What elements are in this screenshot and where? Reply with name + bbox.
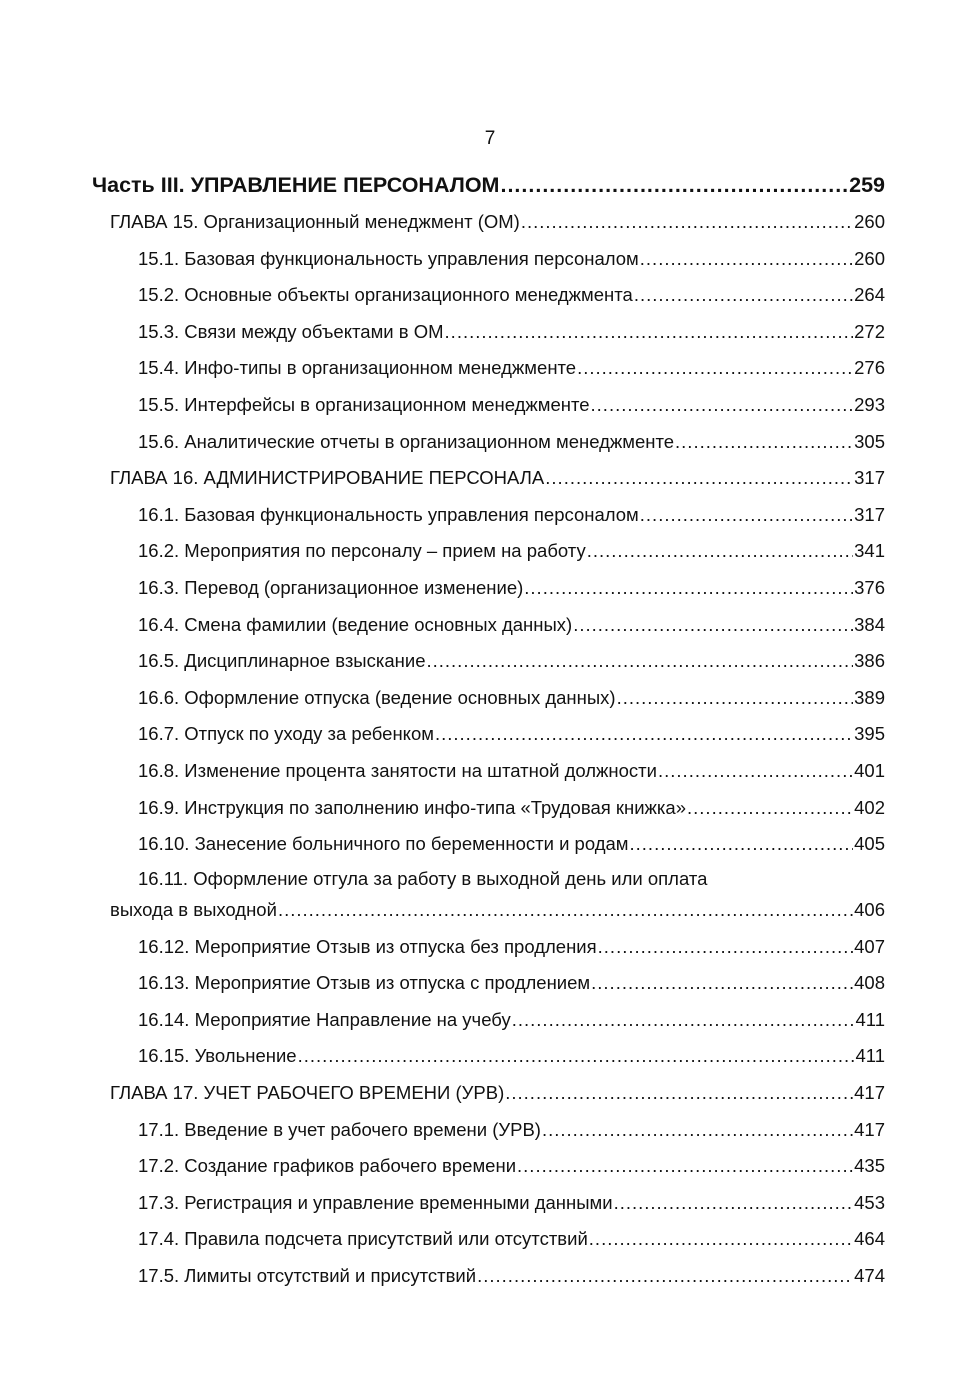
dot-leader bbox=[658, 753, 853, 790]
dot-leader bbox=[545, 460, 853, 497]
toc-section[interactable] bbox=[0, 753, 980, 790]
toc-section[interactable] bbox=[0, 277, 980, 314]
toc-section[interactable] bbox=[0, 533, 980, 570]
toc-section[interactable] bbox=[0, 1258, 980, 1295]
dot-leader bbox=[598, 929, 853, 966]
toc-section-wrapped[interactable] bbox=[0, 863, 980, 929]
toc-entry-page: 317 bbox=[854, 503, 885, 525]
toc-entry-page: 417 bbox=[854, 1082, 885, 1104]
dot-leader bbox=[445, 314, 854, 351]
toc-entry-page: 464 bbox=[854, 1228, 885, 1250]
toc-entry-title: 16.12. Мероприятие Отзыв из отпуска без продления bbox=[138, 935, 597, 957]
dot-leader bbox=[435, 716, 853, 753]
dot-leader bbox=[591, 387, 854, 424]
toc-entry-page: 376 bbox=[854, 576, 885, 598]
toc-entry-title: 17.4. Правила подсчета присутствий или отсутствий bbox=[138, 1228, 588, 1250]
toc-entry-title: Часть III. УПРАВЛЕНИЕ ПЕРСОНАЛОМ bbox=[92, 173, 500, 197]
toc-entry-title: 15.4. Инфо-типы в организационном менеджменте bbox=[138, 357, 577, 379]
toc-section[interactable] bbox=[0, 790, 980, 827]
toc-entry-title: 15.3. Связи между объектами в ОМ bbox=[138, 320, 444, 342]
dot-leader bbox=[640, 241, 853, 278]
toc-entry-page: 408 bbox=[854, 972, 885, 994]
toc-entry-page: 411 bbox=[855, 1045, 885, 1067]
toc-entry-page: 305 bbox=[854, 430, 885, 452]
toc-entry-title: 16.2. Мероприятия по персоналу – прием на работу bbox=[138, 540, 586, 562]
toc-entry-title: 17.5. Лимиты отсутствий и присутствий bbox=[138, 1265, 477, 1287]
toc-entry-title: ГЛАВА 16. АДМИНИСТРИРОВАНИЕ ПЕРСОНАЛА bbox=[110, 467, 545, 489]
toc-entry-title: 16.4. Смена фамилии (ведение основных данных) bbox=[138, 613, 573, 635]
dot-leader bbox=[587, 533, 853, 570]
toc-entry-page: 453 bbox=[854, 1191, 885, 1213]
dot-leader bbox=[517, 1148, 853, 1185]
toc-section[interactable] bbox=[0, 314, 980, 351]
toc-section[interactable] bbox=[0, 350, 980, 387]
dot-leader bbox=[589, 1221, 853, 1258]
toc-entry-title: 16.10. Занесение больничного по беременности и родам bbox=[138, 833, 629, 855]
toc-entry-title: 16.5. Дисциплинарное взыскание bbox=[138, 650, 426, 672]
dot-leader bbox=[542, 1112, 853, 1149]
toc-entry-page: 341 bbox=[854, 540, 885, 562]
toc-entry-title: 16.13. Мероприятие Отзыв из отпуска с продлением bbox=[138, 972, 591, 994]
toc-entry-page: 417 bbox=[854, 1118, 885, 1140]
toc-entry-title: 16.6. Оформление отпуска (ведение основных данных) bbox=[138, 686, 616, 708]
page-number: 7 bbox=[484, 128, 496, 149]
toc-entry-title: 16.3. Перевод (организационное изменение) bbox=[138, 576, 524, 598]
toc-section[interactable] bbox=[0, 1221, 980, 1258]
dot-leader bbox=[512, 1002, 855, 1039]
toc-entry-page: 401 bbox=[854, 759, 885, 781]
toc-entry-title: 15.6. Аналитические отчеты в организационном менеджменте bbox=[138, 430, 675, 452]
toc-entry-title: 16.15. Увольнение bbox=[138, 1045, 297, 1067]
toc-section[interactable] bbox=[0, 387, 980, 424]
toc-entry-title: 15.5. Интерфейсы в организационном менеджменте bbox=[138, 393, 590, 415]
dot-leader bbox=[617, 680, 854, 717]
dot-leader bbox=[298, 1038, 855, 1075]
toc-entry-page: 395 bbox=[854, 723, 885, 745]
toc-entry-page: 402 bbox=[854, 796, 885, 818]
dot-leader bbox=[505, 1075, 853, 1112]
toc-entry-title: 16.1. Базовая функциональность управления персоналом bbox=[138, 503, 639, 525]
toc-entry-title: 17.1. Введение в учет рабочего времени (УРВ) bbox=[138, 1118, 541, 1140]
toc-section[interactable] bbox=[0, 643, 980, 680]
toc-entry-page: 474 bbox=[854, 1265, 885, 1287]
dot-leader bbox=[634, 277, 853, 314]
toc-entry-page: 384 bbox=[854, 613, 885, 635]
toc-entry-page: 264 bbox=[854, 284, 885, 306]
toc-entry-page: 259 bbox=[849, 173, 885, 197]
toc-entry-title: 16.7. Отпуск по уходу за ребенком bbox=[138, 723, 434, 745]
toc-entry-page: 405 bbox=[854, 833, 885, 855]
toc-entry-title: 15.2. Основные объекты организационного менеджмента bbox=[138, 284, 633, 306]
toc-entry-page: 276 bbox=[854, 357, 885, 379]
dot-leader bbox=[591, 965, 853, 1002]
dot-leader bbox=[614, 1185, 854, 1222]
toc-entry-page: 411 bbox=[855, 1008, 885, 1030]
toc-entry-page: 435 bbox=[854, 1155, 885, 1177]
toc-entry-title: ГЛАВА 15. Организационный менеджмент (ОМ) bbox=[110, 211, 520, 232]
toc-entry-title: 17.3. Регистрация и управление временными данными bbox=[138, 1191, 613, 1213]
toc-part-heading[interactable] bbox=[0, 168, 980, 204]
table-of-contents bbox=[0, 168, 980, 1295]
dot-leader bbox=[687, 790, 853, 827]
dot-leader bbox=[521, 204, 853, 241]
toc-entry-page: 260 bbox=[854, 247, 885, 269]
dot-leader bbox=[577, 350, 853, 387]
toc-section[interactable] bbox=[0, 716, 980, 753]
toc-section[interactable] bbox=[0, 570, 980, 607]
toc-entry-page: 260 bbox=[854, 211, 885, 232]
toc-entry-page: 389 bbox=[854, 686, 885, 708]
toc-entry-page: 407 bbox=[854, 935, 885, 957]
dot-leader bbox=[524, 570, 853, 607]
toc-section[interactable] bbox=[0, 1148, 980, 1185]
toc-chapter[interactable] bbox=[0, 460, 980, 497]
dot-leader bbox=[426, 643, 853, 680]
dot-leader bbox=[573, 607, 853, 644]
toc-entry-title-line1: 16.11. Оформление отгула за работу в выходной день или оплата bbox=[138, 867, 708, 889]
toc-section[interactable] bbox=[0, 1038, 980, 1075]
toc-section[interactable] bbox=[0, 1112, 980, 1149]
dot-leader bbox=[675, 424, 853, 461]
toc-section[interactable] bbox=[0, 241, 980, 278]
toc-entry-title: 16.9. Инструкция по заполнению инфо-типа «Трудовая книжка» bbox=[138, 796, 687, 818]
toc-section[interactable] bbox=[0, 965, 980, 1002]
toc-section[interactable] bbox=[0, 497, 980, 534]
toc-section[interactable] bbox=[0, 1185, 980, 1222]
toc-section[interactable] bbox=[0, 607, 980, 644]
toc-entry-title: 16.14. Мероприятие Направление на учебу bbox=[138, 1008, 511, 1030]
toc-entry-title: 15.1. Базовая функциональность управления персоналом bbox=[138, 247, 639, 269]
dot-leader bbox=[278, 895, 853, 925]
toc-entry-title-line2: выхода в выходной bbox=[110, 898, 277, 920]
toc-entry-page: 406 bbox=[854, 898, 885, 920]
toc-section[interactable] bbox=[0, 680, 980, 717]
toc-chapter[interactable] bbox=[0, 1075, 980, 1112]
toc-chapter[interactable] bbox=[0, 204, 980, 241]
toc-entry-page: 293 bbox=[854, 393, 885, 415]
toc-entry-title: 17.2. Создание графиков рабочего времени bbox=[138, 1155, 517, 1177]
dot-leader bbox=[477, 1258, 853, 1295]
toc-section[interactable] bbox=[0, 929, 980, 966]
toc-entry-page: 272 bbox=[854, 320, 885, 342]
toc-entry-page: 317 bbox=[854, 467, 885, 489]
toc-entry-page: 386 bbox=[854, 650, 885, 672]
toc-entry-title: 16.8. Изменение процента занятости на штатной должности bbox=[138, 759, 657, 781]
dot-leader bbox=[500, 168, 848, 202]
toc-section[interactable] bbox=[0, 1002, 980, 1039]
toc-section[interactable] bbox=[0, 826, 980, 863]
dot-leader bbox=[640, 497, 853, 534]
toc-section[interactable] bbox=[0, 424, 980, 461]
toc-entry-title: ГЛАВА 17. УЧЕТ РАБОЧЕГО ВРЕМЕНИ (УРВ) bbox=[110, 1082, 505, 1104]
dot-leader bbox=[630, 826, 854, 863]
